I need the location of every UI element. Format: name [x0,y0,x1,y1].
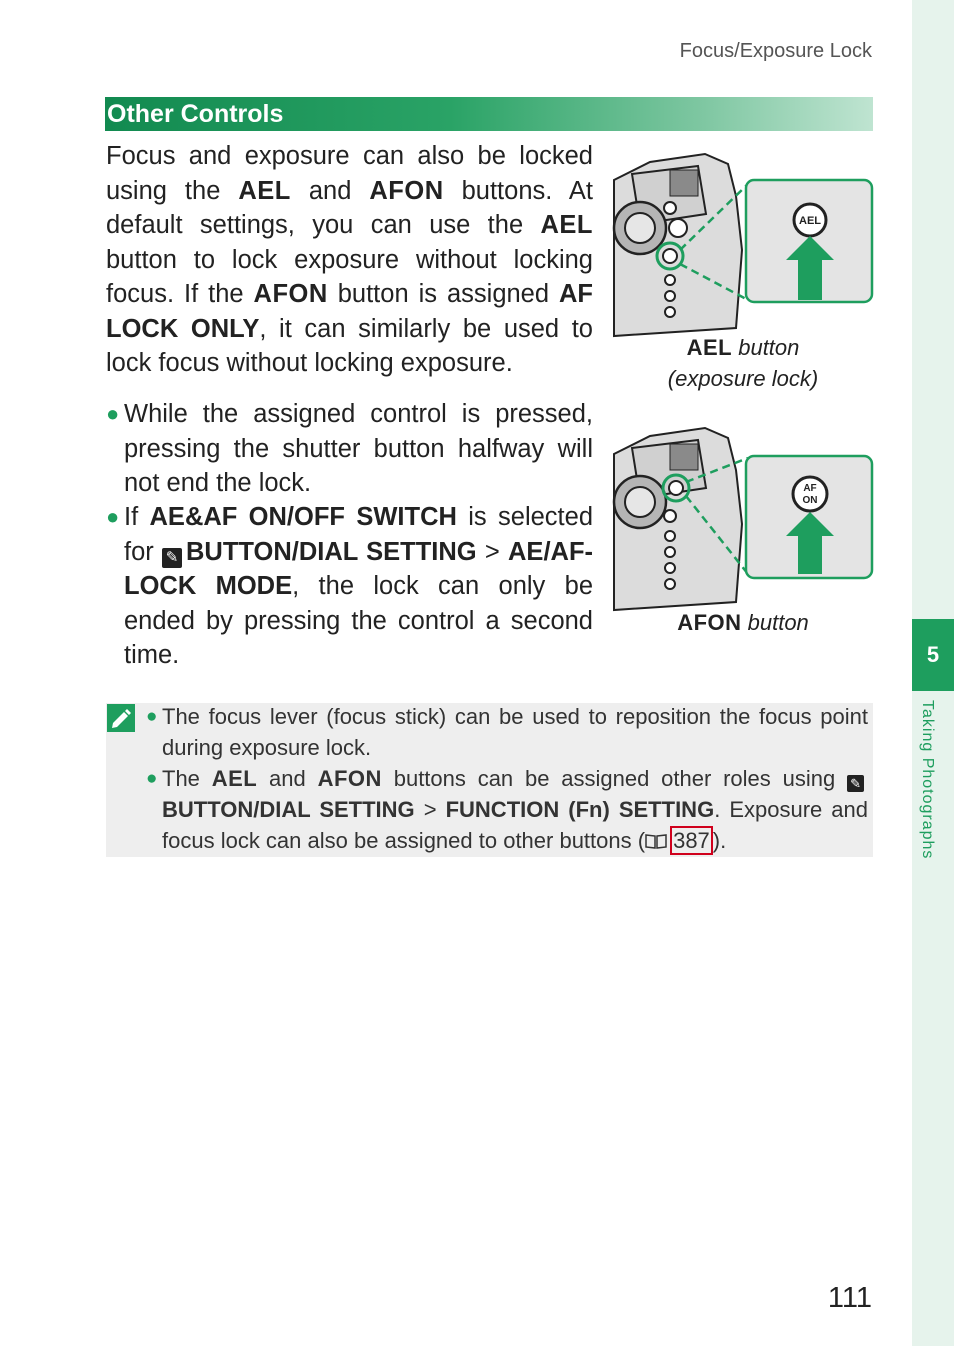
camera-ael-illustration [610,150,874,340]
afon-button-label-1: AF [803,483,817,494]
bullet-item: ● If AE&AF ON/OFF SWITCH is selected for ✎ BUTTON/DIAL SETTING > AE/AF-LOCK MODE, the lock can only be ended by pressing the control a second time. [124,500,593,673]
intro-paragraph: Focus and exposure can also be locked using the AEL and AFON buttons. At default settings, you can use the AEL button to lock exposure without locking focus. If the AFON button is assigned AF LOCK ONLY, it can similarly be used to lock focus without locking exposure. [106,142,593,377]
ael-button-label: AEL [799,215,821,227]
menu-item: AE/AF-LOCK MODE [124,537,594,600]
page-reference-link[interactable]: 387 [670,826,713,855]
afon-button-label-2: ON [802,495,818,506]
menu-name: BUTTON/DIAL SETTING [186,537,477,566]
figure-caption: AEL button (exposure lock) [667,335,819,391]
page-number: 111 [827,1282,872,1314]
wrench-icon: ✎ [847,775,864,792]
running-head: Focus/Exposure Lock [679,40,872,62]
bullet-icon: ● [146,706,158,727]
bullet-icon: ● [146,768,158,789]
menu-option: AF LOCK ONLY [106,280,593,343]
book-icon [645,833,667,849]
bullet-icon: ● [106,504,120,529]
chapter-name: Taking Photographs [919,700,936,860]
bullet-icon: ● [106,401,120,426]
section-title: Other Controls [107,100,284,128]
camera-afon-illustration [610,424,874,614]
wrench-icon: ✎ [162,548,182,568]
bullet-item: ● While the assigned control is pressed, pressing the shutter button halfway will not end the lock. [124,397,593,501]
ael-key: AEL [238,176,291,205]
afon-key: AFON [253,280,328,308]
chapter-tab[interactable]: 5 [912,619,954,691]
ael-key: AEL [540,211,593,239]
menu-option: AE&AF ON/OFF SWITCH [149,503,457,531]
note-item: ● The AEL and AFON buttons can be assigned other roles using ✎BUTTON/DIAL SETTING > FUNCTION (Fn) SETTING. Exposure and focus lock can also be assigned to other buttons ( 387 ). [162,763,868,856]
afon-key: AFON [369,176,444,205]
figure-caption: AFON button [677,610,809,635]
note-item: ● The focus lever (focus stick) can be used to reposition the focus point during exposure lock. [162,701,868,763]
note-pencil-icon [106,703,136,733]
